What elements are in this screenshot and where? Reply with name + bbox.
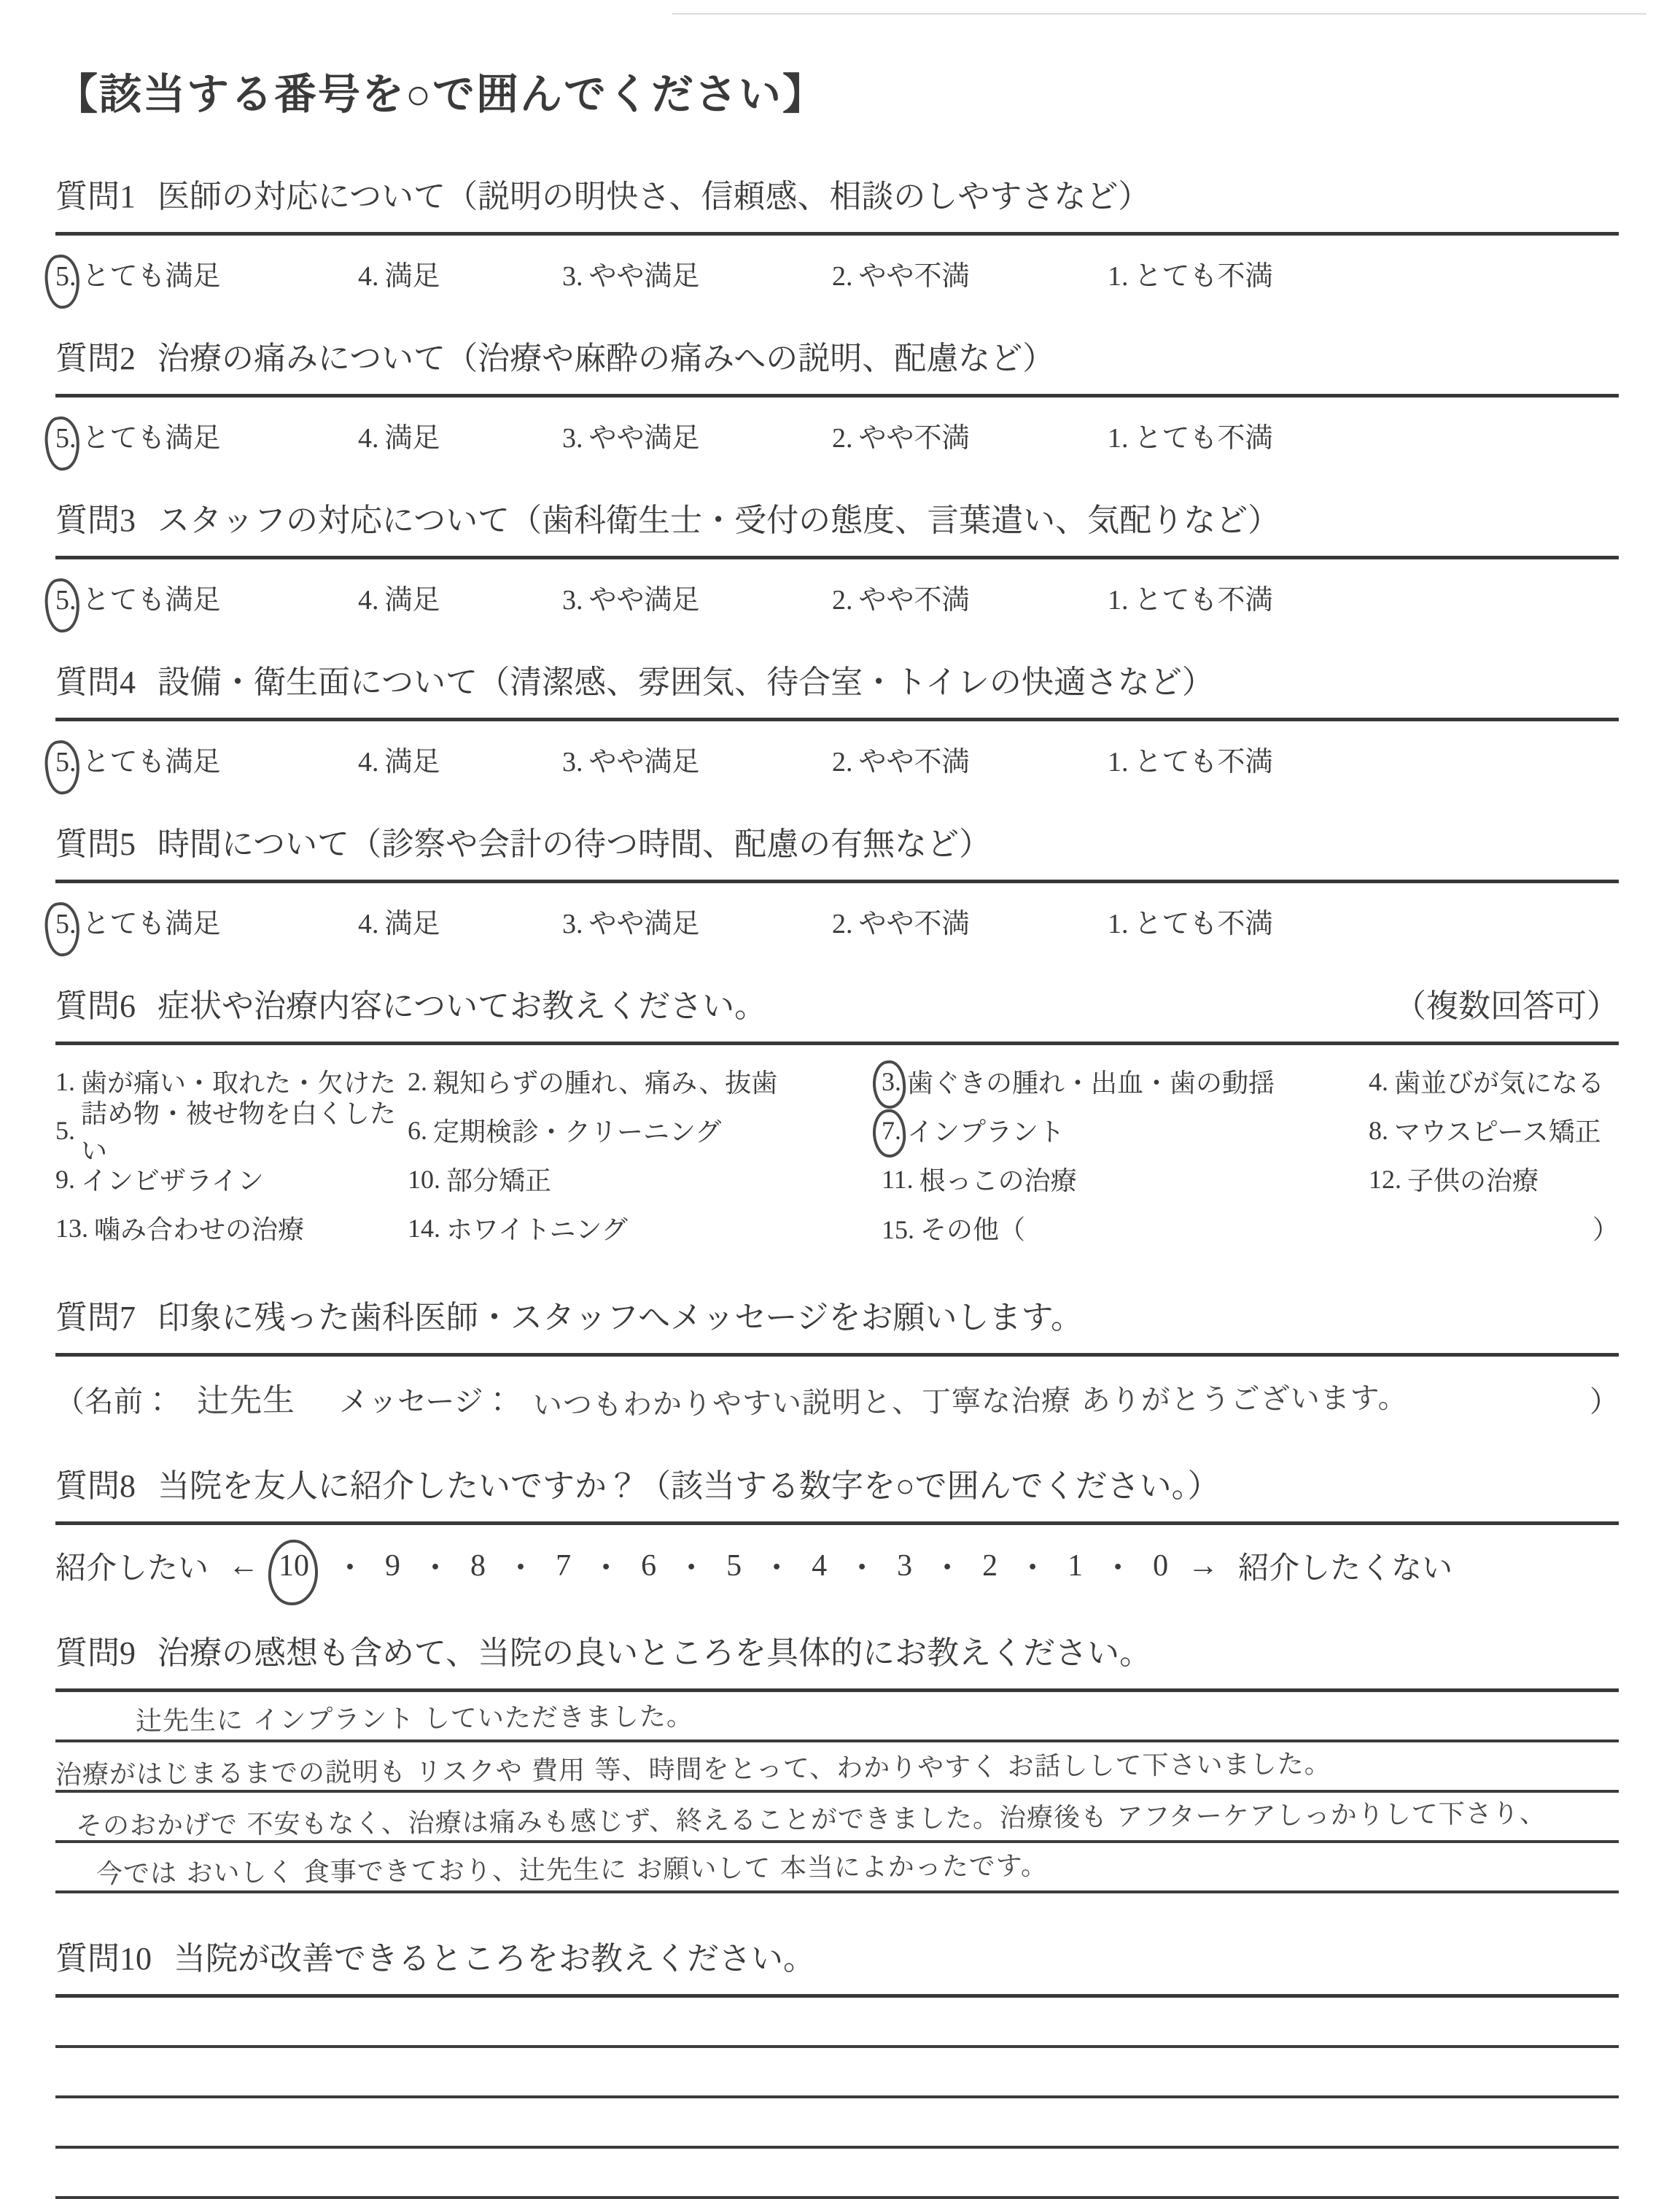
- symptom-2-label: 親知らずの腫れ、痛み、抜歯: [433, 1069, 778, 1098]
- question-1-heading: [55, 177, 1619, 217]
- rating-option-5: [55, 415, 358, 455]
- rating-4-number: 4.: [358, 747, 379, 777]
- right-arrow-icon: →: [1188, 1549, 1219, 1583]
- question-1-title: 医師の対応について（説明の明快さ、信頼感、相談のしやすさなど）: [158, 179, 1151, 214]
- divider: [55, 1521, 1619, 1525]
- blank-answer-line-2: [55, 2048, 1619, 2098]
- symptom-option-15: [882, 1203, 1619, 1252]
- symptom-option-11: [882, 1155, 1369, 1203]
- question-1-section: [55, 177, 1619, 293]
- symptom-12-number: 12.: [1369, 1164, 1401, 1194]
- rating-2-label: やや不満: [858, 747, 970, 777]
- answer-line-2: [55, 1742, 1619, 1793]
- question-10-heading: [55, 1939, 1619, 1979]
- dot-separator: ・: [335, 1552, 366, 1586]
- symptom-option-4: [1369, 1057, 1619, 1106]
- scale-3: 3: [897, 1549, 913, 1583]
- symptom-6-number: 6.: [408, 1115, 427, 1145]
- rating-3-number: 3.: [562, 585, 583, 616]
- symptom-13-label: 噛み合わせの治療: [94, 1215, 305, 1244]
- divider: [55, 880, 1619, 883]
- symptom-1-label: 歯が痛い・取れた・欠けた: [81, 1069, 397, 1098]
- scale-0: 0: [1153, 1549, 1169, 1583]
- rating-option-1: [1108, 577, 1273, 617]
- question-6-title-wrap: [55, 986, 766, 1027]
- nps-scale-row: [55, 1544, 1619, 1588]
- rating-option-4: [358, 253, 562, 293]
- rating-4-number: 4.: [358, 261, 379, 292]
- rating-2-number: 2.: [832, 261, 853, 292]
- rating-option-5: [55, 253, 358, 293]
- rating-2-label: やや不満: [858, 585, 970, 616]
- divider: [55, 1042, 1619, 1045]
- question-9-section: [55, 1633, 1619, 1893]
- rating-3-label: やや満足: [588, 261, 700, 292]
- scale-right-label: 紹介したくない: [1238, 1552, 1453, 1586]
- question-1-options: [55, 253, 1619, 293]
- question-2-heading: [55, 338, 1619, 379]
- symptom-option-6: [408, 1106, 882, 1155]
- rating-2-number: 2.: [832, 585, 853, 616]
- symptom-13-number: 13.: [55, 1213, 88, 1243]
- question-6-section: [55, 986, 1619, 1252]
- question-7-section: [55, 1298, 1619, 1421]
- dot-separator: ・: [1102, 1552, 1134, 1586]
- rating-2-number: 2.: [832, 423, 853, 454]
- rating-3-number: 3.: [562, 423, 583, 454]
- symptom-10-label: 部分矯正: [446, 1166, 552, 1195]
- scan-artifact-line: [672, 13, 1646, 15]
- rating-1-label: とても不満: [1134, 261, 1273, 292]
- dot-separator: ・: [761, 1552, 793, 1586]
- rating-3-label: やや満足: [588, 585, 700, 616]
- scale-10-circled-mark: 10: [279, 1549, 310, 1583]
- symptom-options-grid: [55, 1057, 1619, 1252]
- rating-2-label: やや不満: [858, 909, 970, 939]
- question-3-section: [55, 500, 1619, 617]
- message-row: [55, 1374, 1619, 1421]
- rating-4-label: 満足: [384, 423, 440, 454]
- question-6-heading: [55, 986, 1619, 1027]
- question-4-options: [55, 739, 1619, 779]
- scale-9: 9: [385, 1549, 401, 1583]
- rating-4-number: 4.: [358, 423, 379, 454]
- question-2-title: 治療の痛みについて（治療や麻酔の痛みへの説明、配慮など）: [158, 341, 1055, 376]
- rating-option-3: [562, 739, 832, 779]
- rating-option-2: [832, 415, 1108, 455]
- rating-option-2: [832, 253, 1108, 293]
- rating-5-circled-mark: 5.: [55, 747, 77, 777]
- symptom-option-7: [882, 1106, 1369, 1155]
- question-5-options: [55, 901, 1619, 941]
- rating-4-label: 満足: [384, 909, 440, 939]
- symptom-10-number: 10.: [408, 1164, 440, 1194]
- rating-1-label: とても不満: [1134, 747, 1273, 777]
- rating-5-label: とても満足: [82, 747, 221, 777]
- symptom-2-number: 2.: [408, 1066, 427, 1096]
- rating-4-label: 満足: [384, 747, 440, 777]
- symptom-option-13: [55, 1203, 408, 1252]
- scale-1: 1: [1068, 1549, 1084, 1583]
- rating-option-5: [55, 739, 358, 779]
- divider: [55, 394, 1619, 397]
- question-4-label: 質問4: [55, 664, 136, 700]
- symptom-12-label: 子供の治療: [1407, 1166, 1539, 1195]
- scale-8: 8: [470, 1549, 486, 1583]
- question-2-options: [55, 415, 1619, 455]
- scale-5: 5: [726, 1549, 742, 1583]
- symptom-option-3: [882, 1057, 1369, 1106]
- handwritten-comment-line-1: 辻先生に インプラント していただきました。: [135, 1702, 694, 1737]
- rating-option-4: [358, 415, 562, 455]
- question-5-section: [55, 824, 1619, 941]
- rating-3-label: やや満足: [588, 423, 700, 454]
- question-5-heading: [55, 824, 1619, 865]
- scale-left-label: 紹介したい: [55, 1552, 209, 1586]
- rating-4-number: 4.: [358, 585, 379, 616]
- question-10-section: [55, 1939, 1619, 2199]
- question-9-title: 治療の感想も含めて、当院の良いところを具体的にお教えください。: [158, 1635, 1152, 1671]
- divider: [55, 1353, 1619, 1357]
- question-7-label: 質問7: [55, 1300, 136, 1335]
- rating-5-label: とても満足: [82, 585, 221, 616]
- symptom-4-number: 4.: [1369, 1066, 1388, 1096]
- rating-5-circled-mark: 5.: [55, 423, 77, 454]
- question-6-title: 症状や治療内容についてお教えください。: [158, 988, 767, 1024]
- dot-separator: ・: [932, 1552, 963, 1586]
- answer-line-3: [55, 1793, 1619, 1843]
- answer-line-4: [55, 1843, 1619, 1893]
- rating-2-label: やや不満: [858, 423, 970, 454]
- symptom-4-label: 歯並びが気になる: [1394, 1069, 1605, 1098]
- rating-option-2: [832, 901, 1108, 941]
- close-paren: ）: [1590, 1385, 1619, 1418]
- scale-2: 2: [982, 1549, 998, 1583]
- symptom-1-number: 1.: [55, 1066, 75, 1096]
- rating-option-3: [562, 415, 832, 455]
- rating-5-circled-mark: 5.: [55, 261, 77, 292]
- rating-5-circled-mark: 5.: [55, 585, 77, 616]
- symptom-5-label: 詰め物・被せ物を白くしたい: [81, 1098, 397, 1166]
- scale-6: 6: [641, 1549, 657, 1583]
- rating-5-label: とても満足: [82, 261, 221, 292]
- rating-4-label: 満足: [384, 585, 440, 616]
- message-field-label: メッセージ：: [339, 1385, 513, 1418]
- symptom-7-circled-mark: 7.: [882, 1115, 901, 1145]
- rating-1-label: とても不満: [1134, 909, 1273, 939]
- handwritten-comment-line-4: 今では おいしく 食事できており、辻先生に お願いして 本当によかったです。: [96, 1851, 1049, 1890]
- dot-separator: ・: [1017, 1552, 1049, 1586]
- symptom-option-8: [1369, 1106, 1619, 1155]
- symptom-9-number: 9.: [55, 1164, 75, 1194]
- question-5-title: 時間について（診察や会計の待つ時間、配慮の有無など）: [158, 826, 992, 862]
- symptom-option-9: [55, 1155, 408, 1203]
- message-field-value-handwritten: いつもわかりやすい説明と、丁寧な治療 ありがとうございます。: [532, 1381, 1408, 1423]
- divider: [55, 232, 1619, 236]
- rating-1-label: とても不満: [1134, 585, 1273, 616]
- question-3-heading: [55, 500, 1619, 541]
- symptom-6-label: 定期検診・クリーニング: [433, 1117, 722, 1147]
- dot-separator: ・: [676, 1552, 707, 1586]
- rating-5-label: とても満足: [82, 423, 221, 454]
- symptom-option-2: [408, 1057, 882, 1106]
- blank-answer-line-3: [55, 2098, 1619, 2149]
- rating-option-4: [358, 901, 562, 941]
- question-1-label: 質問1: [55, 179, 136, 214]
- symptom-14-number: 14.: [408, 1213, 440, 1243]
- rating-2-number: 2.: [832, 909, 853, 939]
- question-8-section: [55, 1466, 1619, 1588]
- handwritten-comment-line-3: そのおかげで 不安もなく、治療は痛みも感じず、終えることができました。治療後も アフターケアしっかりして下さり、: [75, 1799, 1547, 1842]
- rating-5-circled-mark: 5.: [55, 909, 77, 939]
- question-9-heading: [55, 1633, 1619, 1674]
- question-10-title: 当院が改善できるところをお教えください。: [174, 1941, 815, 1977]
- rating-3-number: 3.: [562, 909, 583, 939]
- question-10-label: 質問10: [55, 1941, 152, 1977]
- rating-option-4: [358, 577, 562, 617]
- rating-1-number: 1.: [1108, 747, 1129, 777]
- name-field-value-handwritten: 辻先生: [196, 1381, 296, 1420]
- symptom-option-14: [408, 1203, 882, 1252]
- rating-option-1: [1108, 739, 1273, 779]
- rating-option-3: [562, 901, 832, 941]
- handwritten-comment-line-2: 治療がはじまるまでの説明も リスクや 費用 等、時間をとって、わかりやすく お話しして下さいました。: [55, 1749, 1331, 1791]
- question-2-section: [55, 338, 1619, 455]
- question-4-title: 設備・衛生面について（清潔感、雰囲気、待合室・トイレの快適さなど）: [158, 664, 1214, 700]
- rating-3-label: やや満足: [588, 747, 700, 777]
- question-4-heading: [55, 662, 1619, 703]
- question-3-title: スタッフの対応について（歯科衛生士・受付の態度、言葉遣い、気配りなど）: [158, 503, 1280, 538]
- symptom-14-label: ホワイトニング: [446, 1215, 628, 1244]
- symptom-11-number: 11.: [882, 1164, 914, 1194]
- question-8-heading: [55, 1466, 1619, 1507]
- dot-separator: ・: [420, 1552, 451, 1586]
- question-7-title: 印象に残った歯科医師・スタッフへメッセージをお願いします。: [158, 1300, 1083, 1335]
- dot-separator: ・: [505, 1552, 537, 1586]
- dot-separator: ・: [847, 1552, 878, 1586]
- rating-3-label: やや満足: [588, 909, 700, 939]
- symptom-5-number: 5.: [55, 1115, 75, 1145]
- symptom-11-label: 根っこの治療: [919, 1166, 1077, 1195]
- answer-line-1: [55, 1692, 1619, 1742]
- rating-option-2: [832, 577, 1108, 617]
- symptom-9-label: インビザライン: [81, 1166, 264, 1195]
- rating-option-5: [55, 577, 358, 617]
- rating-option-3: [562, 577, 832, 617]
- rating-option-1: [1108, 901, 1273, 941]
- left-arrow-icon: ←: [228, 1549, 260, 1583]
- blank-answer-line-1: [55, 1998, 1619, 2048]
- question-5-label: 質問5: [55, 826, 136, 862]
- question-9-label: 質問9: [55, 1635, 136, 1671]
- question-6-note: （複数回答可）: [1394, 988, 1619, 1024]
- question-8-label: 質問8: [55, 1468, 136, 1504]
- symptom-15-label: その他（: [920, 1215, 1026, 1244]
- rating-4-label: 満足: [384, 261, 440, 292]
- rating-1-number: 1.: [1108, 585, 1129, 616]
- symptom-3-circled-mark: 3.: [882, 1066, 901, 1096]
- rating-4-number: 4.: [358, 909, 379, 939]
- question-7-heading: [55, 1298, 1619, 1338]
- rating-2-label: やや不満: [858, 261, 970, 292]
- rating-option-1: [1108, 253, 1273, 293]
- symptom-8-number: 8.: [1369, 1115, 1388, 1145]
- scale-4: 4: [812, 1549, 828, 1583]
- rating-5-label: とても満足: [82, 909, 221, 939]
- rating-2-number: 2.: [832, 747, 853, 777]
- question-8-title: 当院を友人に紹介したいですか？（該当する数字を○で囲んでください。）: [158, 1468, 1220, 1504]
- symptom-8-label: マウスピース矯正: [1394, 1117, 1601, 1147]
- symptom-15-text: [882, 1209, 1025, 1246]
- blank-answer-line-4: [55, 2149, 1619, 2199]
- rating-3-number: 3.: [562, 261, 583, 292]
- symptom-7-label: インプラント: [907, 1117, 1065, 1147]
- divider: [55, 718, 1619, 721]
- question-3-options: [55, 577, 1619, 617]
- symptom-option-5: [55, 1098, 408, 1166]
- question-3-label: 質問3: [55, 503, 136, 538]
- rating-option-5: [55, 901, 358, 941]
- rating-option-2: [832, 739, 1108, 779]
- symptom-option-12: [1369, 1155, 1619, 1203]
- question-2-label: 質問2: [55, 341, 136, 376]
- symptom-3-label: 歯ぐきの腫れ・出血・歯の動揺: [907, 1069, 1275, 1098]
- symptom-option-10: [408, 1155, 882, 1203]
- rating-option-1: [1108, 415, 1273, 455]
- rating-1-number: 1.: [1108, 909, 1129, 939]
- question-6-label: 質問6: [55, 988, 136, 1024]
- page-title: 【該当する番号を○で囲んでください】: [55, 71, 827, 118]
- rating-1-number: 1.: [1108, 261, 1129, 292]
- divider: [55, 556, 1619, 559]
- rating-3-number: 3.: [562, 747, 583, 777]
- name-field-label: （名前：: [55, 1385, 172, 1418]
- rating-1-label: とても不満: [1134, 423, 1273, 454]
- question-4-section: [55, 662, 1619, 779]
- rating-1-number: 1.: [1108, 423, 1129, 454]
- dot-separator: ・: [591, 1552, 622, 1586]
- symptom-15-close-paren: ）: [1592, 1215, 1619, 1244]
- rating-option-3: [562, 253, 832, 293]
- symptom-15-number: 15.: [882, 1215, 914, 1244]
- scale-7: 7: [556, 1549, 572, 1583]
- rating-option-4: [358, 739, 562, 779]
